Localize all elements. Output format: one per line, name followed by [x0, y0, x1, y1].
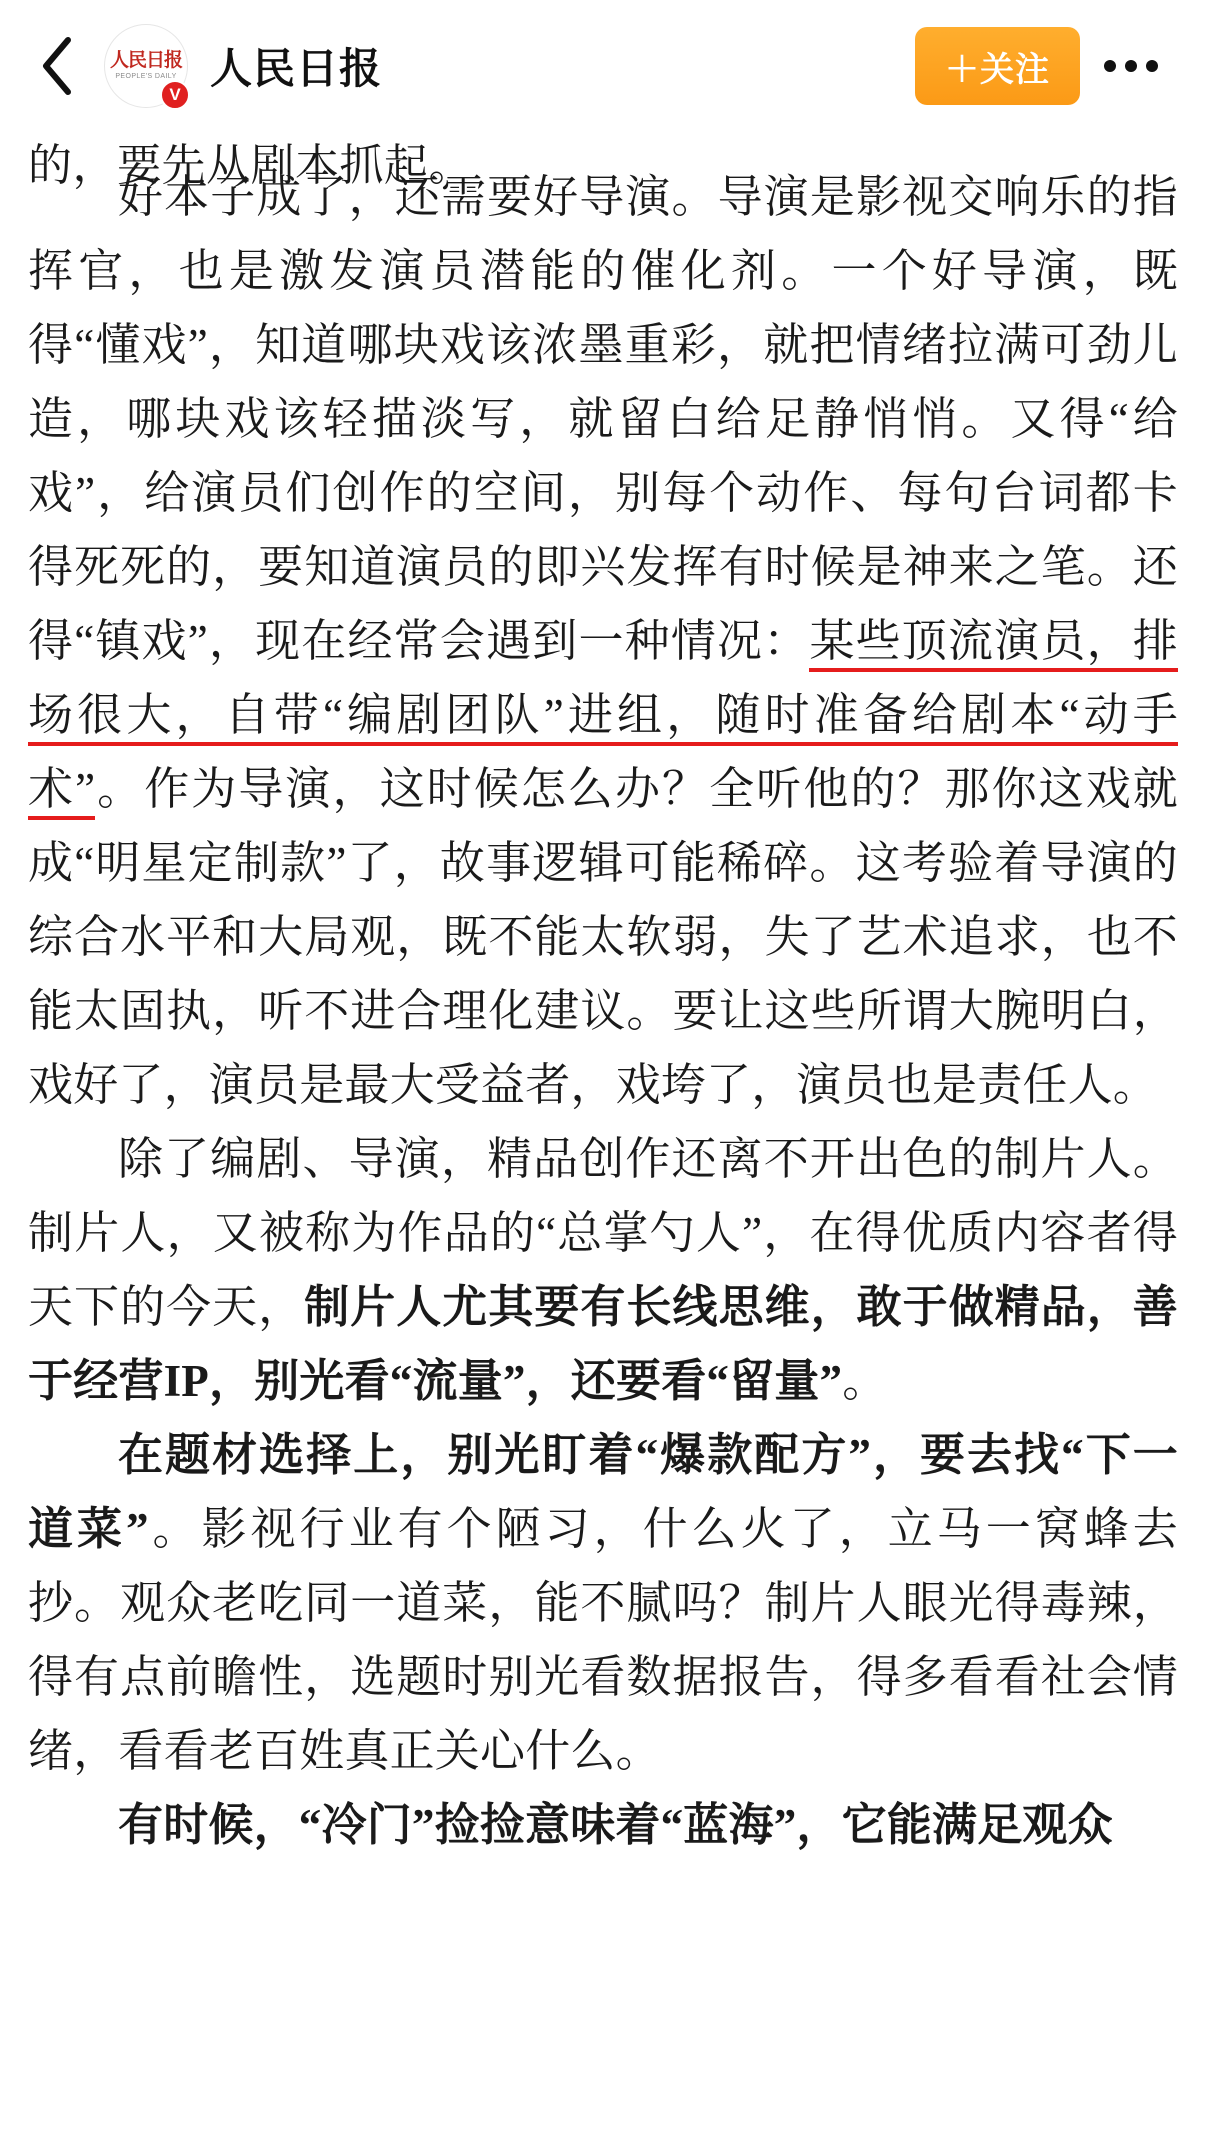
paragraph-3-bold: 在题材选择上，别光盯着“爆款配方”，要去找“下一道菜”: [28, 1430, 1178, 1554]
verified-badge-icon: V: [160, 80, 190, 110]
paragraph-3: [28, 1418, 1178, 1788]
avatar-logo-en: PEOPLE'S DAILY: [115, 72, 177, 80]
page-header: [0, 0, 1206, 132]
paragraph-1-highlight: 某些顶流演员，排场很大，自带“编剧团队”进组，随时准备给剧本“动手术”: [28, 616, 1178, 820]
paragraph-2-segment-1: 除了编剧、导演，精品创作还离不开出色的制片人。制片人，又被称为作品的“总掌勺人”，在得优质内容者得天下的今天，: [28, 1134, 1178, 1332]
follow-button[interactable]: ＋关注: [915, 27, 1080, 105]
back-button[interactable]: [30, 26, 86, 106]
paragraph-1-segment-1: 好本子成了，还需要好导演。导演是影视交响乐的指挥官，也是激发演员潜能的催化剂。一个好导演，既得“懂戏”，知道哪块戏该浓墨重彩，就把情绪拉满可劲儿造，哪块戏该轻描淡写，就留白给足静悄悄。又得“给戏”，给演员们创作的空间，别每个动作、每句台词都卡得死死的，要知道演员的即兴发挥有时候是神来之笔。还得“镇戏”，现在经常会遇到一种情况：: [28, 172, 1178, 666]
avatar[interactable]: [104, 24, 188, 108]
paragraph-2: [28, 1122, 1178, 1418]
paragraph-2-bold: 制片人尤其要有长线思维，敢于做精品，善于经营IP，别光看“流量”，还要看“留量”: [28, 1282, 1178, 1406]
more-horizontal-icon: [1104, 60, 1158, 72]
article-body: [0, 132, 1206, 1850]
avatar-logo-cn: 人民日报: [109, 49, 182, 71]
account-name[interactable]: 人民日报: [210, 45, 383, 92]
chevron-left-icon: [38, 34, 78, 98]
more-options-button[interactable]: [1086, 26, 1176, 106]
paragraph-3-segment-2: 。影视行业有个陋习，什么火了，立马一窝蜂去抄。观众老吃同一道菜，能不腻吗？制片人眼光得毒辣，得有点前瞻性，选题时别光看数据报告，得多看看社会情绪，看看老百姓真正关心什么。: [28, 1504, 1178, 1776]
paragraph-1: [28, 160, 1178, 1122]
clipped-previous-line: 的，要先从剧本抓起。: [28, 141, 473, 190]
paragraph-1-segment-3: 。作为导演，这时候怎么办？全听他的？那你这戏就成“明星定制款”了，故事逻辑可能稀碎。这考验着导演的综合水平和大局观，既不能太软弱，失了艺术追求，也不能太固执，听不进合理化建议。要让这些所谓大腕明白，戏好了，演员是最大受益者，戏垮了，演员也是责任人。: [28, 764, 1178, 1110]
paragraph-2-segment-3: 。: [842, 1356, 888, 1406]
clipped-next-line: 有时候，“冷门”捡捡意味着“蓝海”，它能满足观众: [118, 1800, 1113, 1850]
